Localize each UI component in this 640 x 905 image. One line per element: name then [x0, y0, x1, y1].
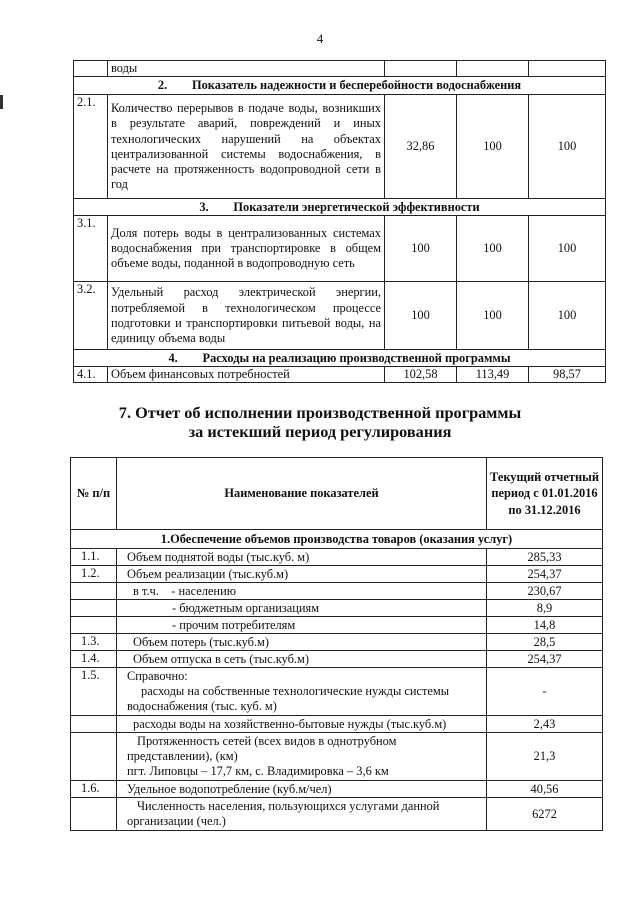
section-heading: 1.Обеспечение объемов производства товаров (оказания услуг)	[71, 530, 603, 549]
row-value: 100	[385, 216, 457, 282]
row-number: 3.1.	[74, 216, 108, 282]
row-desc: Протяженность сетей (всех видов в однотрубном представлении), (км)	[127, 734, 397, 763]
section-heading	[74, 199, 606, 216]
section-title-line2: за истекший период регулирования	[188, 422, 452, 441]
row-desc-group	[117, 733, 487, 781]
row-number: 1.5.	[71, 668, 117, 716]
row-desc: Удельное водопотребление (куб.м/чел)	[117, 781, 487, 798]
section-title: Расходы на реализацию производственной программы	[202, 350, 511, 365]
table-row	[71, 549, 603, 566]
row-desc: Объем реализации (тыс.куб.м)	[117, 566, 487, 583]
header-row	[71, 458, 603, 530]
table-row	[71, 583, 603, 600]
row-desc: Объем финансовых потребностей	[108, 367, 385, 383]
table-row	[71, 798, 603, 831]
row-number: 2.1.	[74, 95, 108, 199]
scan-mark	[0, 95, 3, 109]
row-number: 1.2.	[71, 566, 117, 583]
row-desc: Количество перерывов в подаче воды, возникших в результате аварий, повреждений и иных технологических нарушений на объектах централизованной системы водоснабжения, в расчете на протяженность водопроводной сети в год	[108, 95, 385, 199]
table-row	[71, 781, 603, 798]
header-num: № п/п	[71, 458, 117, 530]
table-row	[71, 668, 603, 716]
row-value: 6272	[487, 798, 603, 831]
row-value: 113,49	[457, 367, 529, 383]
row-value: 2,43	[487, 716, 603, 733]
row-value: 102,58	[385, 367, 457, 383]
header-period: Текущий отчетный период с 01.01.2016 по 31.12.2016	[487, 458, 603, 530]
section-row	[74, 350, 606, 367]
table-row	[74, 282, 606, 350]
row-value: 14,8	[487, 617, 603, 634]
row-number: 4.1.	[74, 367, 108, 383]
row-value: 230,67	[487, 583, 603, 600]
report-table	[70, 457, 603, 831]
table-row	[71, 617, 603, 634]
row-desc: в т.ч. - населению	[117, 583, 487, 600]
section-title	[0, 403, 640, 441]
section-number: 4.	[168, 350, 178, 365]
row-desc: Удельный расход электрической энергии, потребляемой в технологическом процессе подготовки и транспортировки питьевой воды, на единицу объема воды	[108, 282, 385, 350]
row-number: 1.4.	[71, 651, 117, 668]
page-number: 4	[316, 31, 324, 46]
header-name: Наименование показателей	[117, 458, 487, 530]
table-row	[74, 61, 606, 77]
row-desc: - бюджетным организациям	[117, 600, 487, 617]
row-desc: расходы воды на хозяйственно-бытовые нужды (тыс.куб.м)	[117, 716, 487, 733]
row-desc: расходы на собственные технологические нужды системы водоснабжения (тыс. куб. м)	[127, 684, 450, 713]
row-value: 254,37	[487, 566, 603, 583]
table-row	[74, 367, 606, 383]
row-value: 100	[529, 282, 606, 350]
table-row	[74, 95, 606, 199]
section-title: Показатель надежности и бесперебойности водоснабжения	[191, 78, 522, 93]
row-value: -	[487, 668, 603, 716]
row-desc-group	[117, 668, 487, 716]
row-value: 40,56	[487, 781, 603, 798]
row-value: 100	[457, 95, 529, 199]
table-row	[71, 733, 603, 781]
row-value: 285,33	[487, 549, 603, 566]
row-value: 98,57	[529, 367, 606, 383]
section-number: 3.	[199, 199, 209, 214]
section-title-line1: 7. Отчет об исполнении производственной программы	[118, 403, 522, 422]
row-desc: воды	[108, 61, 385, 77]
indicators-table	[73, 60, 606, 383]
row-value: 21,3	[487, 733, 603, 781]
row-value: 100	[529, 216, 606, 282]
table-row	[74, 216, 606, 282]
row-desc-detail: пгт. Липовцы – 17,7 км, с. Владимировка – 3,6 км	[127, 764, 389, 778]
section-number: 2.	[157, 78, 168, 93]
row-number: 1.1.	[71, 549, 117, 566]
row-number: 3.2.	[74, 282, 108, 350]
row-number: 1.6.	[71, 781, 117, 798]
table-row	[71, 634, 603, 651]
row-desc: Численность населения, пользующихся услугами данной организации (чел.)	[117, 798, 487, 831]
table-row	[71, 600, 603, 617]
row-number: 1.3.	[71, 634, 117, 651]
row-desc: Доля потерь воды в централизованных системах водоснабжения при транспортировке в общем объеме воды, поданной в водопроводную сеть	[108, 216, 385, 282]
section-row	[74, 199, 606, 216]
table-row	[71, 716, 603, 733]
table-row	[71, 566, 603, 583]
row-value: 8,9	[487, 600, 603, 617]
row-value: 100	[529, 95, 606, 199]
row-desc: Объем отпуска в сеть (тыс.куб.м)	[117, 651, 487, 668]
row-value: 100	[457, 282, 529, 350]
section-row	[71, 530, 603, 549]
table-row	[71, 651, 603, 668]
row-desc: Объем поднятой воды (тыс.куб. м)	[117, 549, 487, 566]
section-heading	[74, 350, 606, 367]
row-value: 28,5	[487, 634, 603, 651]
row-value: 100	[385, 282, 457, 350]
section-row	[74, 77, 606, 95]
row-value: 100	[457, 216, 529, 282]
section-title: Показатели энергетической эффективности	[233, 199, 480, 214]
section-heading	[74, 77, 606, 95]
row-label: Справочно:	[127, 669, 188, 683]
row-value: 32,86	[385, 95, 457, 199]
row-desc: - прочим потребителям	[117, 617, 487, 634]
row-desc: Объем потерь (тыс.куб.м)	[117, 634, 487, 651]
row-value: 254,37	[487, 651, 603, 668]
